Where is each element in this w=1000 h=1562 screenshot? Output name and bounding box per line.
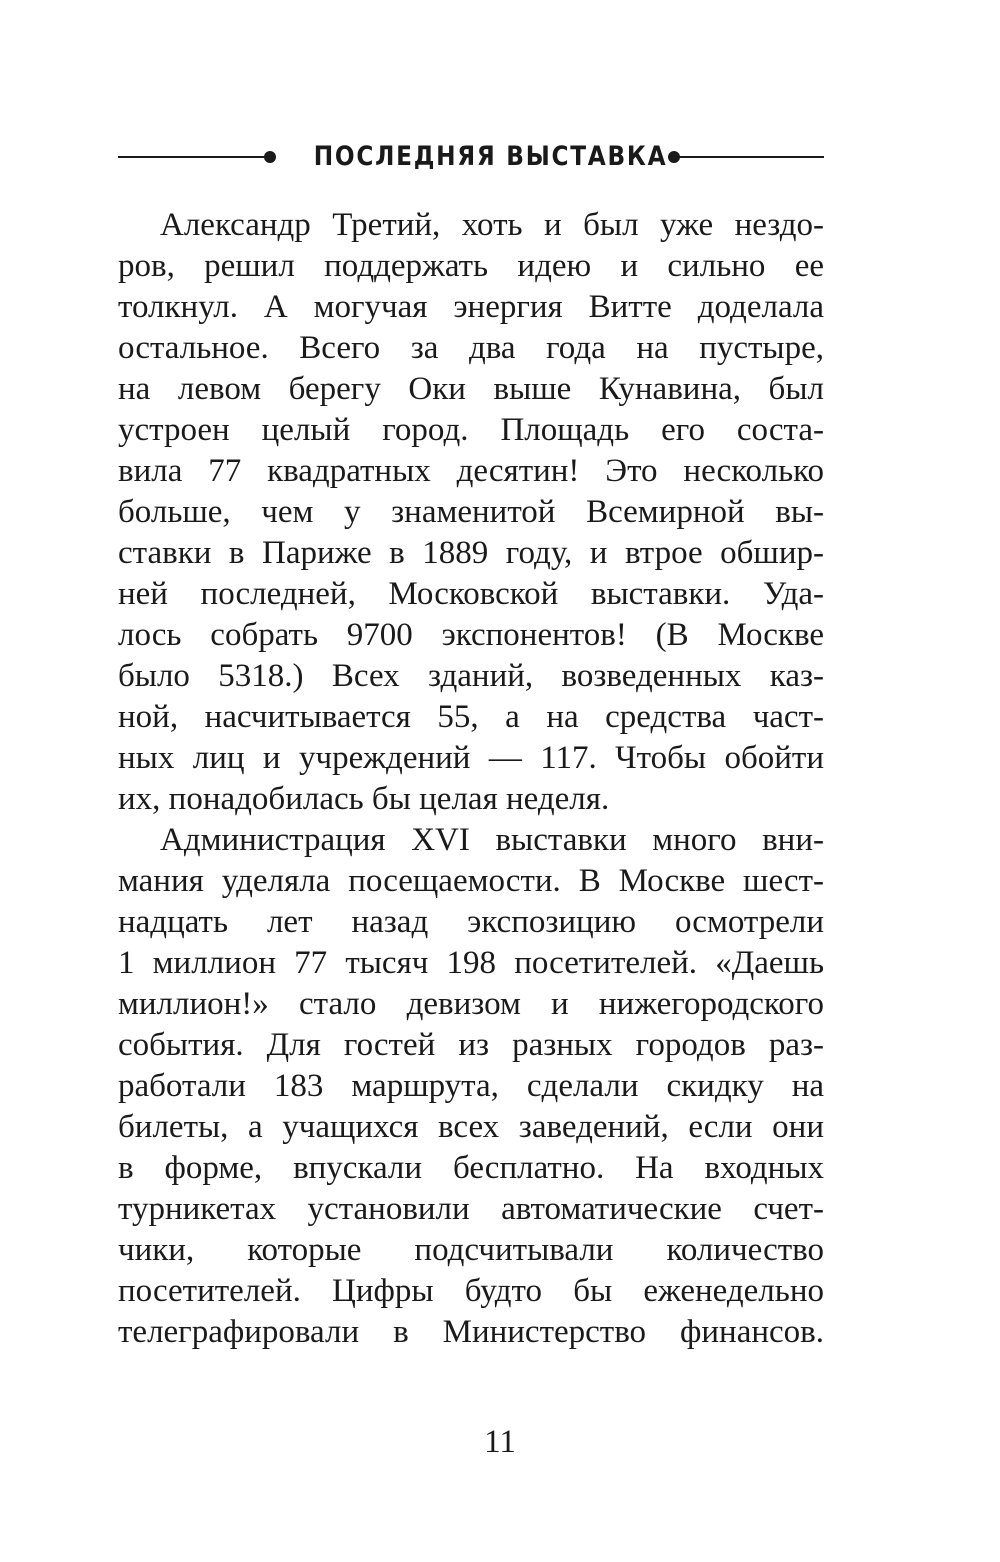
running-title: ПОСЛЕДНЯЯ ВЫСТАВКА <box>313 141 668 172</box>
text-line: устроен целый город. Площадь его соста- <box>118 412 824 448</box>
text-line: турникетах установили автоматические счет- <box>118 1191 824 1227</box>
text-line: лось собрать 9700 экспонентов! (В Москве <box>118 617 824 653</box>
header-rule-left <box>118 156 266 158</box>
text-line: 1 миллион 77 тысяч 198 посетителей. «Даешь <box>118 945 824 981</box>
header-dot-left <box>264 151 276 163</box>
text-line: их, понадобилась бы целая неделя. <box>118 781 610 817</box>
text-line: ных лиц и учреждений — 117. Чтобы обойти <box>118 740 824 776</box>
header-rule-right <box>678 156 824 158</box>
text-line: на левом берегу Оки выше Кунавина, был <box>118 371 824 407</box>
text-line: Александр Третий, хоть и был уже нездо- <box>160 207 824 243</box>
text-line: ров, решил поддержать идею и сильно ее <box>118 248 824 284</box>
text-line: мания уделяла посещаемости. В Москве шест- <box>118 863 824 899</box>
text-line: было 5318.) Всех зданий, возведенных каз- <box>118 658 824 694</box>
text-line: толкнул. А могучая энергия Витте доделала <box>118 289 824 325</box>
text-line: миллион!» стало девизом и нижегородского <box>118 986 824 1022</box>
text-line: телеграфировали в Министерство финансов. <box>118 1314 824 1350</box>
text-line: больше, чем у знаменитой Всемирной вы- <box>118 494 824 530</box>
text-line: чики, которые подсчитывали количество <box>118 1232 824 1268</box>
text-line: события. Для гостей из разных городов раз- <box>118 1027 824 1063</box>
text-line: билеты, а учащихся всех заведений, если они <box>118 1109 824 1145</box>
page-number: 11 <box>484 1424 516 1460</box>
text-line: ней последней, Московской выставки. Уда- <box>118 576 824 612</box>
text-line: остальное. Всего за два года на пустыре, <box>118 330 824 366</box>
text-line: посетителей. Цифры будто бы еженедельно <box>118 1273 824 1309</box>
running-header <box>118 137 824 177</box>
text-line: работали 183 маршрута, сделали скидку на <box>118 1068 824 1104</box>
text-line: вила 77 квадратных десятин! Это несколько <box>118 453 824 489</box>
body-text <box>118 205 824 1353</box>
text-line: в форме, впускали бесплатно. На входных <box>118 1150 824 1186</box>
text-line: надцать лет назад экспозицию осмотрели <box>118 904 824 940</box>
text-line: Администрация XVI выставки много вни- <box>160 822 824 858</box>
text-line: ставки в Париже в 1889 году, и втрое обшир- <box>118 535 824 571</box>
text-line: ной, насчитывается 55, а на средства част- <box>118 699 824 735</box>
